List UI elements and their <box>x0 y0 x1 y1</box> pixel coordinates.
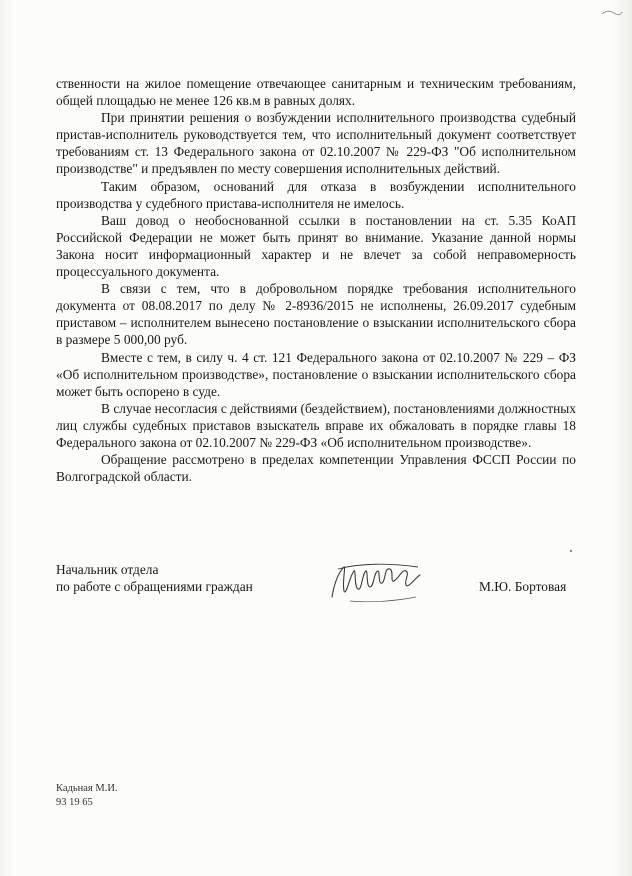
paragraph-2: При принятии решения о возбуждении исполнительного производства судебный пристав-исполнитель руководствуется тем, что исполнительный документ соответствует требованиям ст. 13 Федерального закона от 02.10.2007 № 229-ФЗ "Об исполнительном производстве" и предъявлен по месту совершения исполнительных действий. <box>56 110 576 177</box>
signatory-title-line1: Начальник отдела <box>56 562 159 577</box>
signatory-name: М.Ю. Бортовая <box>479 579 567 594</box>
paragraph-6: Вместе с тем, в силу ч. 4 ст. 121 Федерального закона от 02.10.2007 № 229 – ФЗ «Об исполнительном производстве», постановление о взыскании исполнительского сбора может быть оспорено в суде. <box>56 349 576 399</box>
paragraph-5: В связи с тем, что в добровольном порядке требования исполнительного документа от 08.08.2017 по делу № 2-8936/2015 не исполнены, 26.09.2017 судебным приставом – исполнителем вынесено постановление о взыскании исполнительского сбора в размере 5 000,00 руб. <box>56 281 576 348</box>
letter-body <box>56 75 576 485</box>
paragraph-7: В случае несогласия с действиями (бездействием), постановлениями должностных лиц службы судебных приставов взыскатель вправе их обжаловать в порядке главы 18 Федерального закона от 02.10.2007 № 229-ФЗ «Об исполнительном производстве». <box>56 400 576 450</box>
executor-phone: 93 19 65 <box>56 796 93 808</box>
paragraph-1: ственности на жилое помещение отвечающее санитарным и техническим требованиям, общей площадью не менее 126 кв.м в равных долях. <box>56 76 576 109</box>
executor-info <box>56 782 118 809</box>
scan-corner-mark <box>600 6 624 20</box>
handwritten-signature <box>320 557 430 609</box>
scan-dot-mark <box>566 546 576 556</box>
paragraph-4: Ваш довод о необоснованной ссылки в постановлении на ст. 5.35 КоАП Российской Федерации не может быть принят во внимание. Указание данной нормы Закона носит информационный характер и не влечет за собой неправомерность процессуального документа. <box>56 212 576 280</box>
paragraph-3: Таким образом, оснований для отказа в возбуждении исполнительного производства у судебного пристава-исполнителя не имелось. <box>56 178 576 211</box>
signature-block <box>56 561 586 641</box>
executor-name: Кадьная М.И. <box>56 783 118 794</box>
paragraph-8: Обращение рассмотрено в пределах компетенции Управления ФССП России по Волгоградской области. <box>56 452 576 485</box>
signatory-title-line2: по работе с обращениями граждан <box>56 579 253 594</box>
